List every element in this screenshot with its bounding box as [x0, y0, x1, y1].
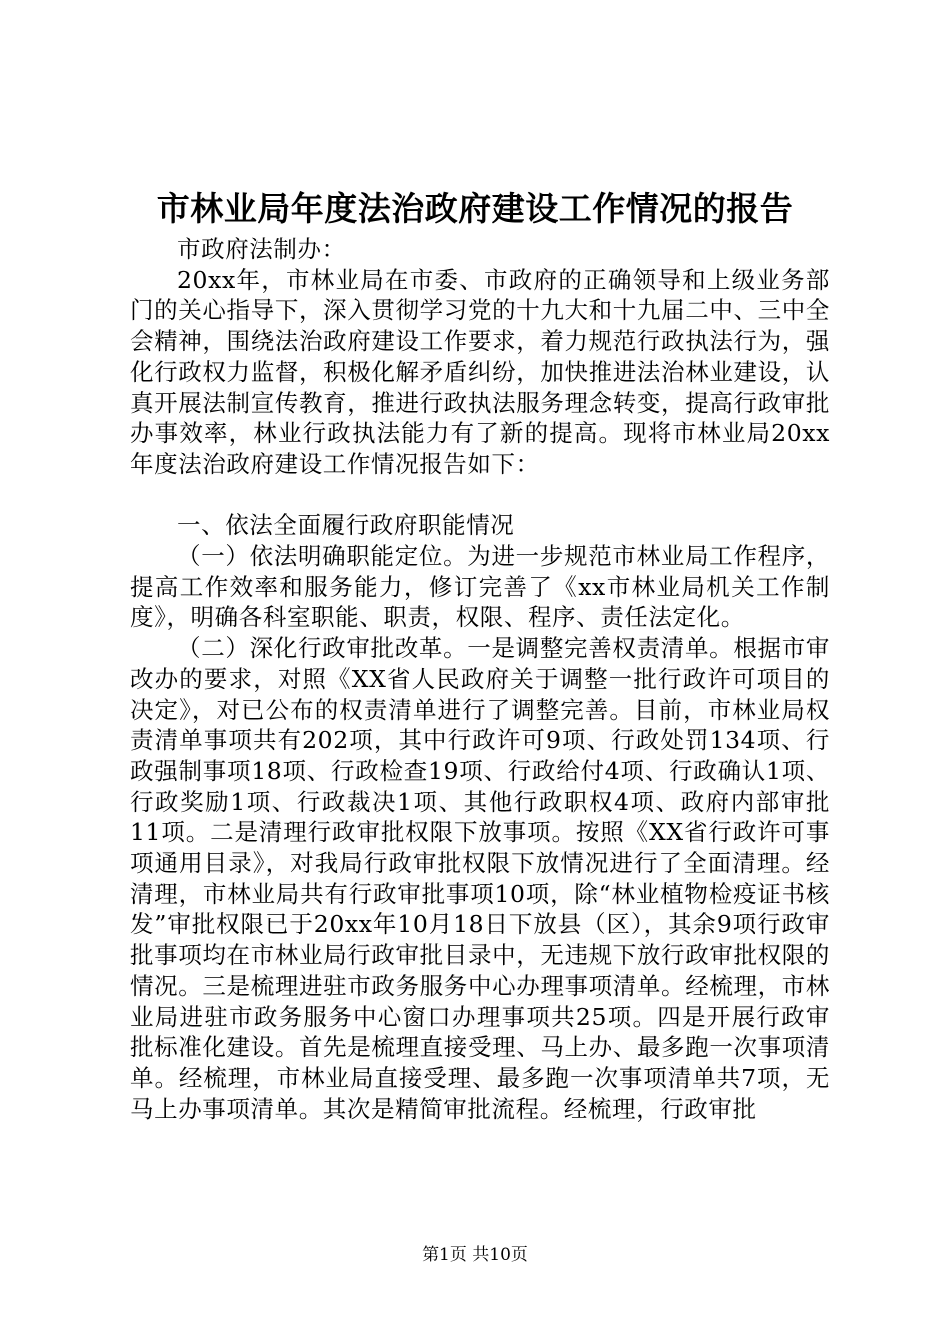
intro-paragraph: 20xx年，市林业局在市委、市政府的正确领导和上级业务部门的关心指导下，深入贯彻学习党的十九大和十九届二中、三中全会精神，围绕法治政府建设工作要求，着力规范行政执法行为，强化行政权力监督，积极化解矛盾纠纷，加快推进法治林业建设，认真开展法制宣传教育，推进行政执法服务理念转变，提高行政审批办事效率，林业行政执法能力有了新的提高。现将市林业局20xx年度法治政府建设工作情况报告如下： — [130, 265, 830, 478]
paragraph-2: （二）深化行政审批改革。一是调整完善权责清单。根据市审改办的要求，对照《XX省人民政府关于调整一批行政许可项目的决定》，对已公布的权责清单进行了调整完善。目前，市林业局权责清单事项共有202项，其中行政许可9项、行政处罚134项、行政强制事项18项、行政检查19项、行政给付4项、行政确认1项、行政奖励1项、行政裁决1项、其他行政职权4项、政府内部审批11项。二是清理行政审批权限下放事项。按照《XX省行政许可事项通用目录》，对我局行政审批权限下放情况进行了全面清理。经清理，市林业局共有行政审批事项10项，除“林业植物检疫证书核发”审批权限已于20xx年10月18日下放县（区），其余9项行政审批事项均在市林业局行政审批目录中，无违规下放行政审批权限的情况。三是梳理进驻市政务服务中心办理事项清单。经梳理，市林业局进驻市政务服务中心窗口办理事项共25项。四是开展行政审批标准化建设。首先是梳理直接受理、马上办、最多跑一次事项清单。经梳理，市林业局直接受理、最多跑一次事项清单共7项，无马上办事项清单。其次是精简审批流程。经梳理，行政审批 — [130, 634, 830, 1123]
salutation: 市政府法制办： — [177, 235, 346, 263]
document-title: 市林业局年度法治政府建设工作情况的报告 — [156, 189, 794, 228]
document-body — [130, 234, 830, 1124]
paragraph-1: （一）依法明确职能定位。为进一步规范市林业局工作程序，提高工作效率和服务能力，修订完善了《xx市林业局机关工作制度》，明确各科室职能、职责，权限、程序、责任法定化。 — [130, 542, 830, 632]
section-heading: 一、依法全面履行政府职能情况 — [177, 511, 515, 540]
page-footer: 第1页 共10页 — [422, 1245, 528, 1265]
